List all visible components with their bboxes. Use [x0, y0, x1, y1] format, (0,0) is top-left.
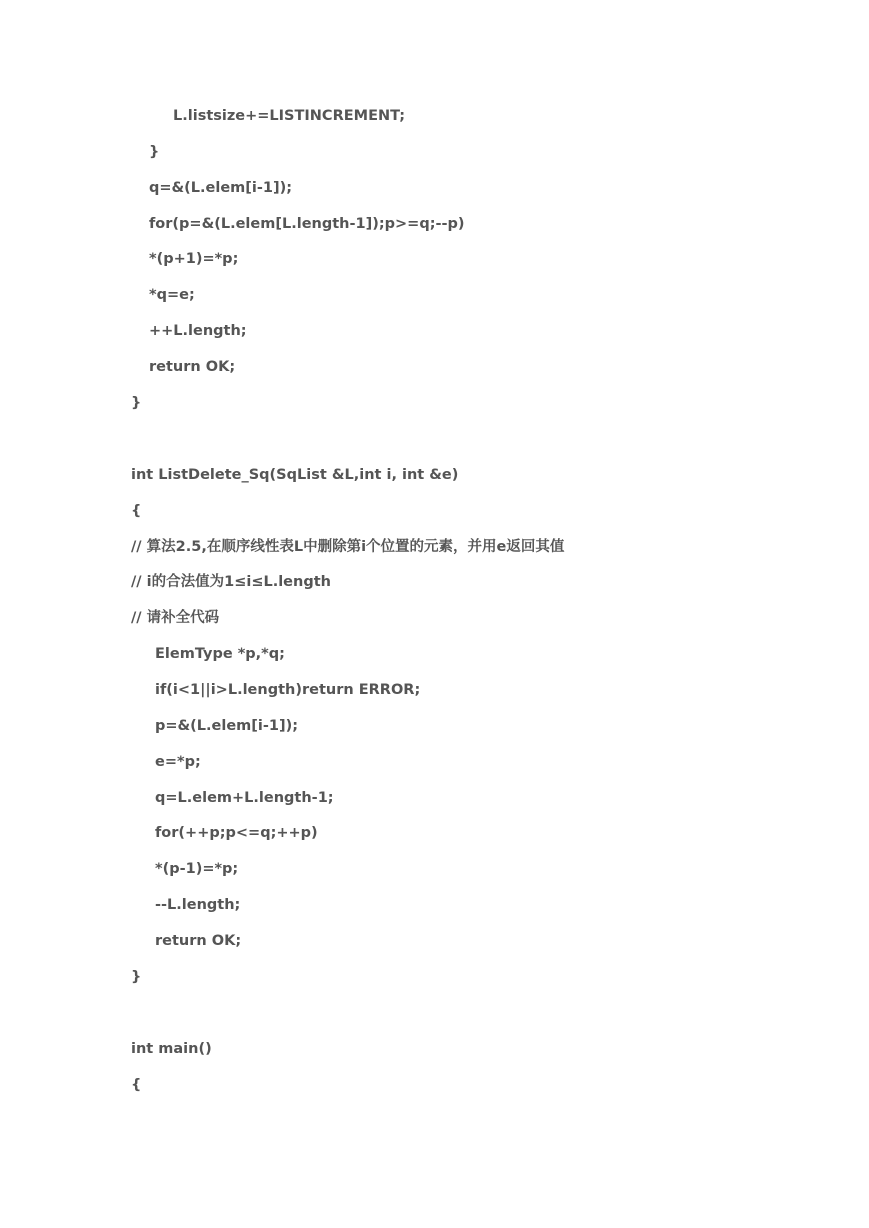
code-line: return OK; [149, 359, 236, 375]
code-line: } [131, 969, 142, 985]
comment-line: // i的合法值为1≤i≤L.length [131, 574, 331, 590]
comment-line: // 请补全代码 [131, 610, 220, 626]
code-line: q=&(L.elem[i-1]); [149, 180, 293, 196]
code-line: } [131, 395, 142, 411]
code-line: p=&(L.elem[i-1]); [155, 718, 299, 734]
code-line: ++L.length; [149, 323, 247, 339]
code-line: *(p+1)=*p; [149, 251, 239, 267]
code-line: { [131, 503, 142, 519]
code-line: int main() [131, 1041, 212, 1057]
code-line: L.listsize+=LISTINCREMENT; [173, 108, 405, 124]
code-line: for(p=&(L.elem[L.length-1]);p>=q;--p) [149, 216, 465, 232]
code-line: if(i<1||i>L.length)return ERROR; [155, 682, 421, 698]
code-line: for(++p;p<=q;++p) [155, 825, 318, 841]
code-line: *(p-1)=*p; [155, 861, 239, 877]
comment-line: // 算法2.5,在顺序线性表L中删除第i个位置的元素，并用e返回其值 [131, 539, 565, 555]
code-line: int ListDelete_Sq(SqList &L,int i, int &e) [131, 467, 459, 483]
code-line: q=L.elem+L.length-1; [155, 790, 334, 806]
code-line: --L.length; [155, 897, 241, 913]
code-line: e=*p; [155, 754, 201, 770]
code-line: ElemType *p,*q; [155, 646, 285, 662]
code-line: { [131, 1077, 142, 1093]
code-line: return OK; [155, 933, 242, 949]
code-line: } [149, 144, 160, 160]
code-line: *q=e; [149, 287, 195, 303]
